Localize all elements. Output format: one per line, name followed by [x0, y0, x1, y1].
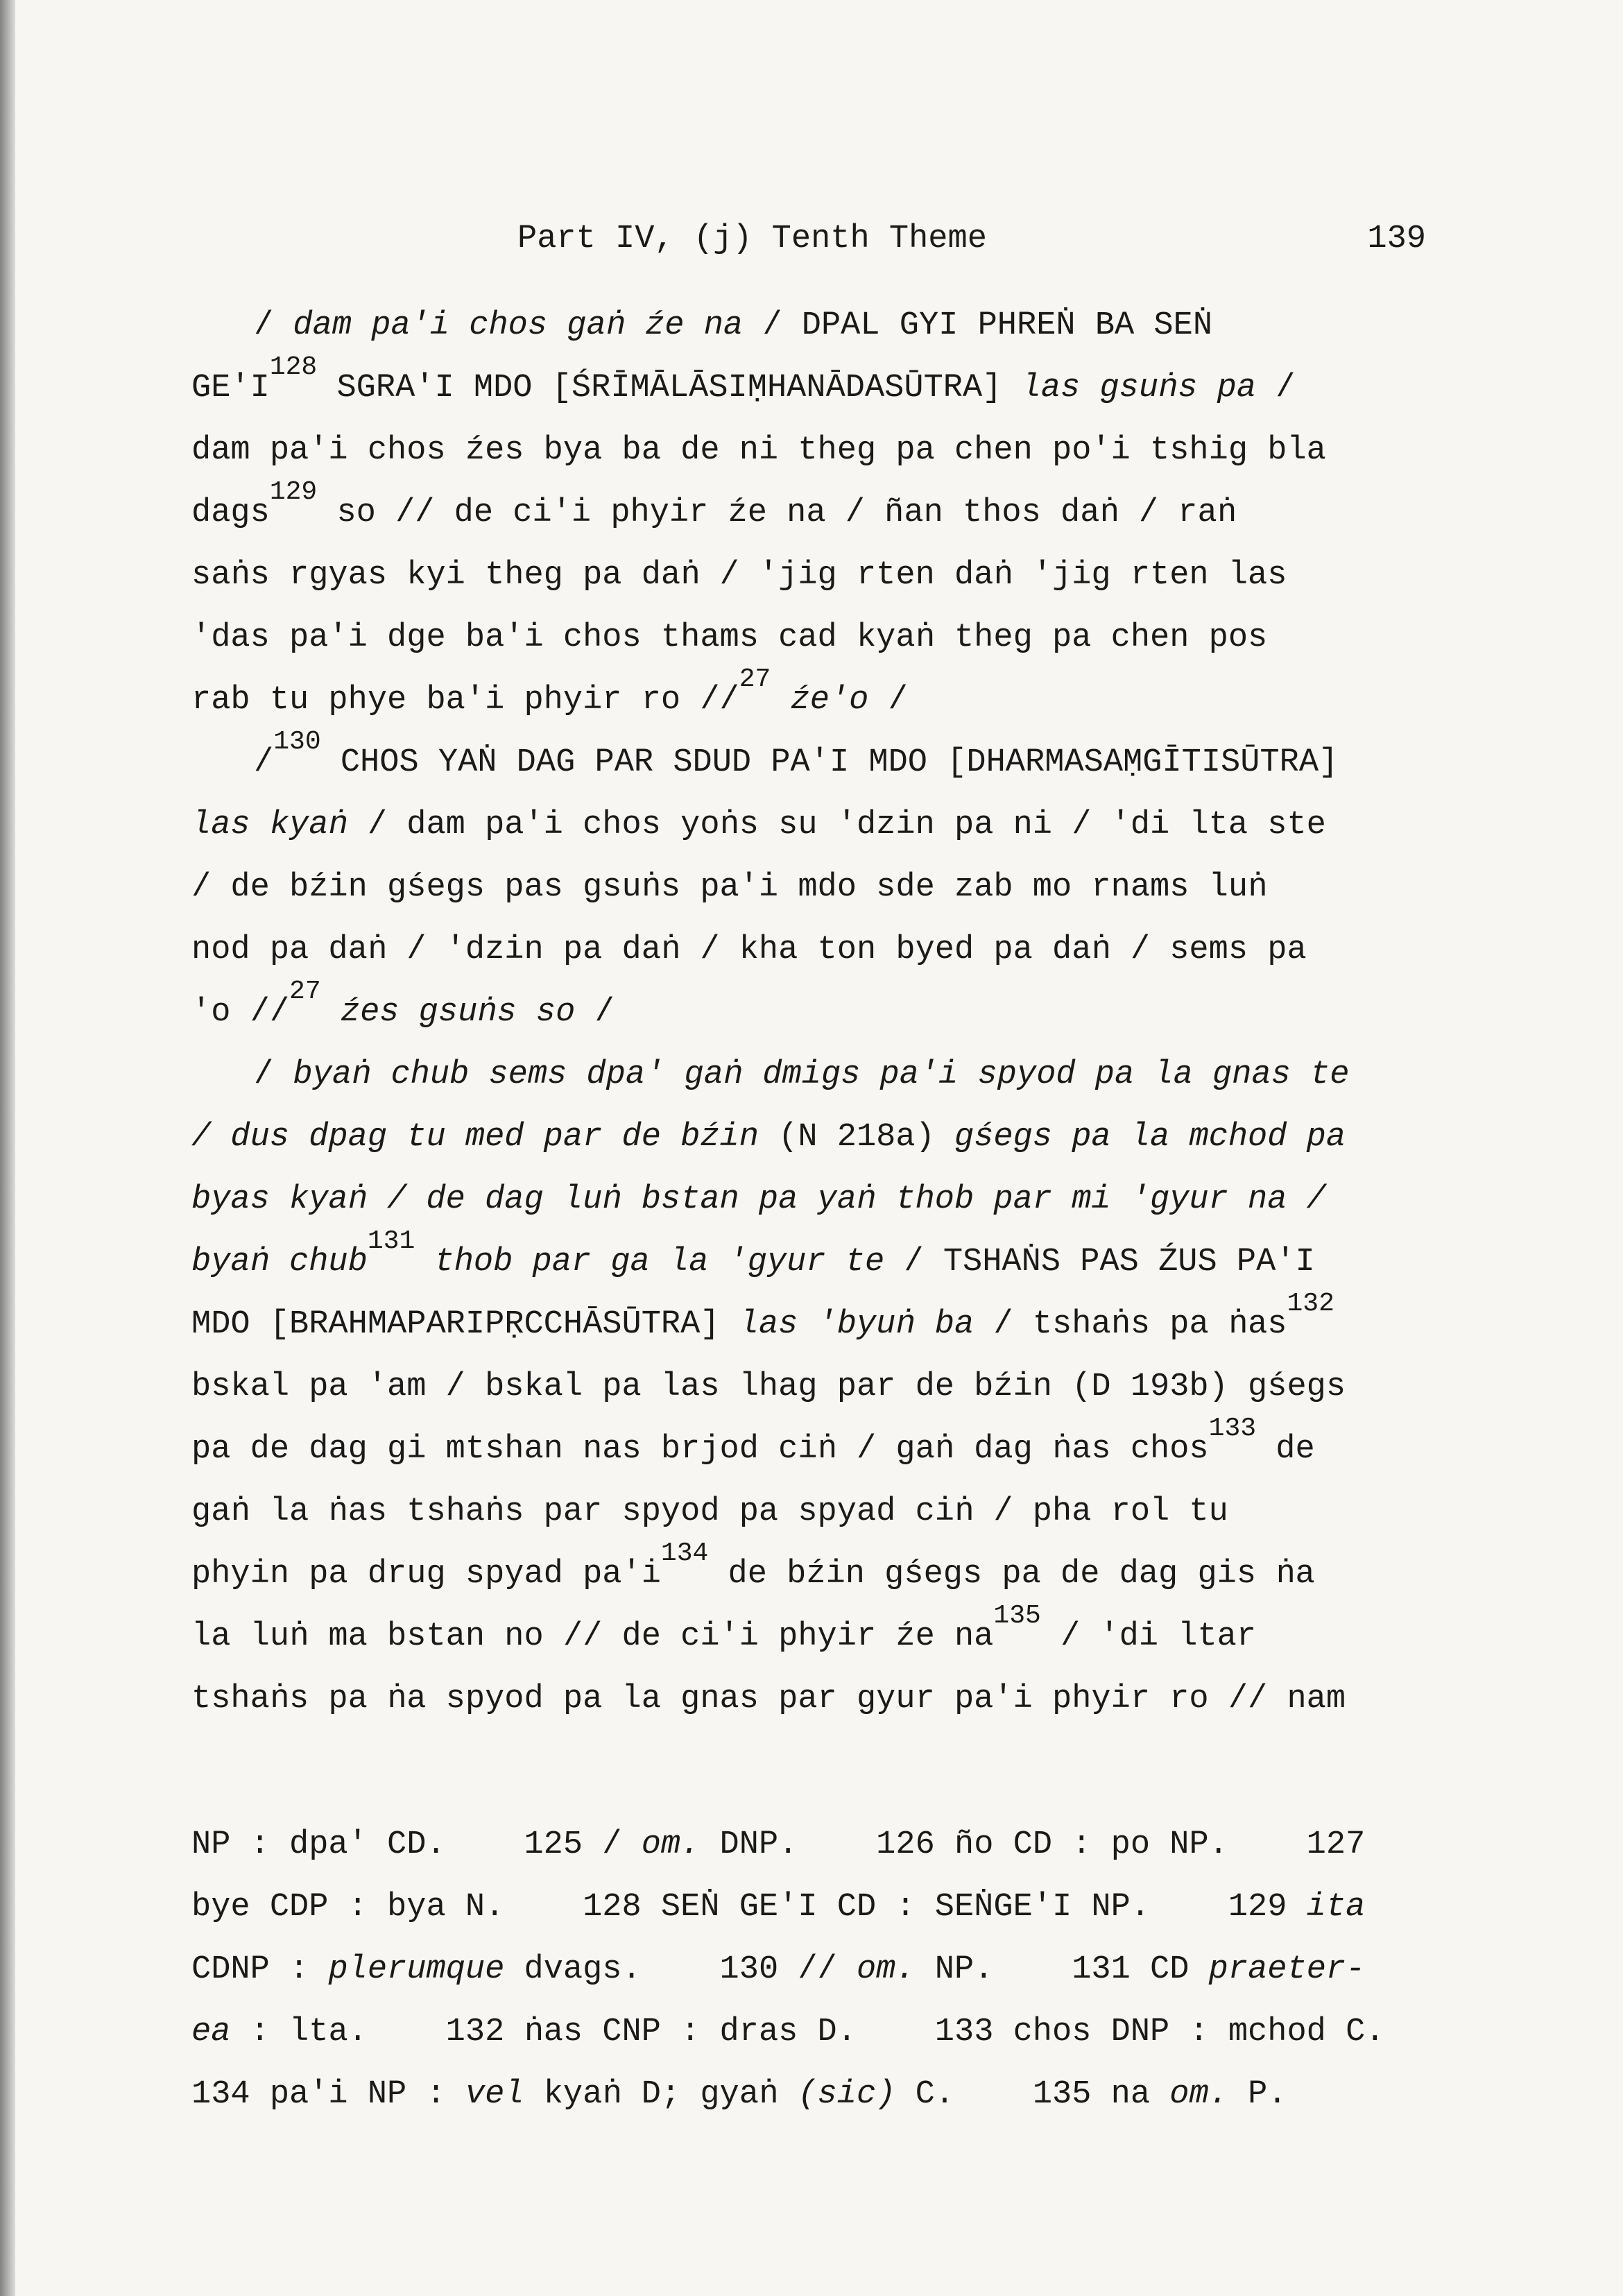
text-line	[191, 420, 1461, 482]
note-reference: 133	[1208, 1414, 1257, 1443]
text-run	[415, 1244, 434, 1280]
text-run	[321, 994, 341, 1031]
page-header	[517, 221, 1426, 269]
text-run: gaṅ la ṅas tshaṅs par spyod pa spyad ciṅ / pha rol tu	[191, 1493, 1228, 1530]
text-run: GE'I	[191, 370, 270, 406]
text-line	[191, 477, 1461, 545]
text-run: bye CDP : bya N. 128 SEṄ GE'I CD : SEṄGE'I NP. 129	[191, 1889, 1307, 1926]
text-run: C. 135 na	[895, 2076, 1170, 2113]
scan-binding-edge	[0, 0, 15, 2296]
footnote-line	[191, 2064, 1461, 2126]
text-run: MDO [BRAHMAPARIPṚCCHĀSŪTRA]	[191, 1306, 739, 1343]
text-run: dvags. 130 //	[504, 1951, 857, 1988]
text-run: /	[254, 307, 293, 344]
text-line	[191, 1481, 1461, 1543]
text-line	[191, 607, 1461, 669]
text-run: rab tu phye ba'i phyir ro //	[191, 682, 739, 719]
main-text	[191, 295, 1461, 1731]
text-line	[191, 1539, 1461, 1606]
note-reference: 27	[739, 665, 771, 694]
text-run: / de bźin gśegs pas gsuṅs pa'i mdo sde zab mo rnams luṅ	[191, 869, 1268, 906]
text-run	[771, 682, 790, 719]
text-run: DNP. 126 ño CD : po NP. 127	[700, 1826, 1366, 1863]
text-run: bskal pa 'am / bskal pa las lhag par de bźin (D 193b) gśegs	[191, 1369, 1346, 1405]
text-run: CHOS YAṄ DAG PAR SDUD PA'I MDO [DHARMASAṂGĪTISŪTRA]	[320, 744, 1339, 781]
text-run: / tshaṅs pa ṅas	[974, 1306, 1287, 1343]
text-line	[191, 352, 1461, 420]
text-run: dam pa'i chos źes bya ba de ni theg pa chen po'i tshig bla	[191, 432, 1326, 469]
italic-text: gśegs pa la mchod pa	[954, 1119, 1346, 1156]
footnotes	[191, 1814, 1461, 2126]
italic-text: las 'byuṅ ba	[739, 1306, 974, 1343]
text-run: so // de ci'i phyir źe na / ñan thos daṅ / raṅ	[317, 495, 1237, 531]
text-line	[191, 857, 1461, 919]
italic-text: las kyaṅ	[191, 807, 348, 843]
text-run: nod pa daṅ / 'dzin pa daṅ / kha ton byed pa daṅ / sems pa	[191, 932, 1307, 968]
footnote-line	[191, 1939, 1461, 2001]
text-run: / DPAL GYI PHREṄ BA SEṄ	[743, 307, 1213, 344]
text-run: dags	[191, 495, 270, 531]
italic-text: byas kyaṅ / de dag luṅ bstan pa yaṅ thob par mi 'gyur na /	[191, 1181, 1326, 1218]
note-reference: 130	[273, 727, 321, 757]
text-line	[191, 1414, 1461, 1481]
text-run: /	[868, 682, 908, 719]
text-run: 'o //	[191, 994, 290, 1031]
text-run: (N 218a)	[758, 1119, 954, 1156]
italic-text: byaṅ chub	[191, 1244, 368, 1280]
italic-text: (sic)	[798, 2076, 896, 2113]
running-title: Part IV, (j) Tenth Theme	[517, 221, 987, 257]
note-reference: 128	[269, 352, 318, 382]
italic-text: dam pa'i chos gaṅ źe na	[293, 307, 744, 344]
text-line	[191, 665, 1461, 732]
text-run: phyin pa drug spyad pa'i	[191, 1556, 661, 1593]
text-run: de	[1256, 1431, 1315, 1468]
text-line	[191, 1044, 1461, 1106]
text-run: /	[1256, 370, 1296, 406]
italic-text: om.	[856, 1951, 916, 1988]
italic-text: vel	[465, 2076, 524, 2113]
text-run: /	[254, 1056, 293, 1093]
text-run: / TSHAṄS PAS ŹUS PA'I	[884, 1244, 1315, 1280]
note-reference: 129	[269, 477, 318, 507]
text-line	[191, 1356, 1461, 1419]
text-line	[191, 1668, 1461, 1731]
text-run: /	[575, 994, 615, 1031]
note-reference: 135	[993, 1601, 1041, 1631]
text-run: NP : dpa' CD. 125 /	[191, 1826, 642, 1863]
text-line	[191, 1601, 1461, 1668]
italic-text: ita	[1306, 1889, 1366, 1926]
text-run: la luṅ ma bstan no // de ci'i phyir źe na	[191, 1618, 994, 1655]
text-line	[191, 1106, 1461, 1169]
footnote-line	[191, 1814, 1461, 1876]
text-run: /	[254, 744, 274, 781]
footnote-line	[191, 1876, 1461, 1939]
italic-text: om.	[641, 1826, 701, 1863]
note-reference: 27	[289, 977, 321, 1006]
text-run: saṅs rgyas kyi theg pa daṅ / 'jig rten daṅ 'jig rten las	[191, 557, 1287, 594]
note-reference: 134	[660, 1539, 709, 1568]
italic-text: byaṅ chub sems dpa' gaṅ dmigs pa'i spyod pa la gnas te	[293, 1056, 1350, 1093]
text-run: de bźin gśegs pa de dag gis ṅa	[708, 1556, 1315, 1593]
italic-text: om.	[1169, 2076, 1228, 2113]
italic-text: las gsuṅs pa	[1021, 370, 1257, 406]
text-run: CDNP :	[191, 1951, 329, 1988]
text-line	[191, 1226, 1461, 1294]
text-run: : lta. 132 ṅas CNP : dras D. 133 chos DNP : mchod C.	[230, 2014, 1385, 2050]
note-reference: 131	[367, 1226, 415, 1256]
text-line	[191, 295, 1461, 357]
text-run: tshaṅs pa ṅa spyod pa la gnas par gyur pa'i phyir ro // nam	[191, 1681, 1346, 1717]
italic-text: thob par ga la 'gyur te	[434, 1244, 885, 1280]
text-line	[191, 1169, 1461, 1231]
text-run: SGRA'I MDO [ŚRĪMĀLĀSIṂHANĀDASŪTRA]	[317, 370, 1022, 406]
italic-text: praeter-	[1208, 1951, 1366, 1988]
text-line	[191, 794, 1461, 857]
text-run: / dam pa'i chos yoṅs su 'dzin pa ni / 'di lta ste	[347, 807, 1326, 843]
page-number: 139	[1367, 221, 1426, 257]
text-run: 134 pa'i NP :	[191, 2076, 465, 2113]
text-run: kyaṅ D; gyaṅ	[524, 2076, 798, 2113]
italic-text: źe'o	[790, 682, 869, 719]
italic-text: plerumque	[328, 1951, 505, 1988]
note-reference: 132	[1287, 1289, 1334, 1319]
text-line	[191, 727, 1461, 794]
text-line	[191, 919, 1461, 982]
italic-text: źes gsuṅs so	[340, 994, 576, 1031]
text-run: pa de dag gi mtshan nas brjod ciṅ / gaṅ dag ṅas chos	[191, 1431, 1209, 1468]
text-run: 'das pa'i dge ba'i chos thams cad kyaṅ theg pa chen pos	[191, 619, 1268, 656]
text-run: NP. 131 CD	[915, 1951, 1209, 1988]
text-line	[191, 545, 1461, 607]
text-line	[191, 1289, 1461, 1356]
text-run: / 'di ltar	[1040, 1618, 1257, 1655]
italic-text: / dus dpag tu med par de bźin	[191, 1119, 759, 1156]
footnote-line	[191, 2001, 1461, 2064]
text-run: P.	[1228, 2076, 1287, 2113]
italic-text: ea	[191, 2014, 231, 2050]
text-line	[191, 977, 1461, 1044]
